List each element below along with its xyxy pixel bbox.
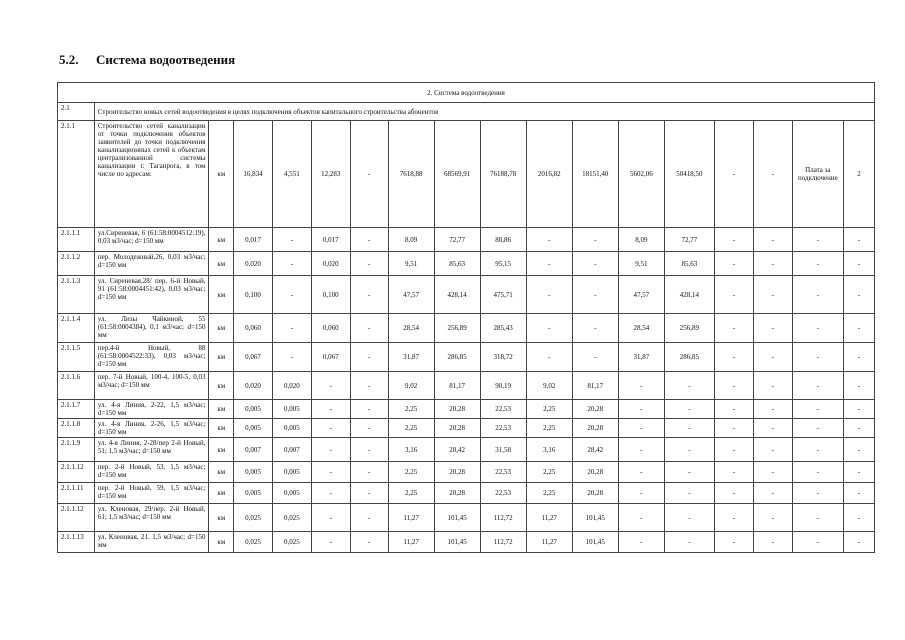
table-cell: км xyxy=(209,400,234,419)
table-cell: 112,72 xyxy=(480,532,526,553)
row-name: Строительство сетей канализации от точки подключения объектов заявителей до точки подключения канализационных сетей к объектам централизованной системы канализации г. Таганрога, в том числе по адресам: xyxy=(94,121,209,228)
row-code: 2.1.1.4 xyxy=(58,314,95,343)
table-title: 2. Система водоотведения xyxy=(58,83,875,103)
row-code: 2.1.1.13 xyxy=(58,532,95,553)
table-cell: 0,005 xyxy=(272,483,311,504)
table-cell: - xyxy=(792,252,843,276)
section-code: 2.1 xyxy=(58,103,95,121)
table-cell: - xyxy=(664,483,714,504)
table-cell: - xyxy=(843,483,874,504)
row-name: ул. Лизы Чайкиной, 55 (61:58:0004384), 0,1 м3/час; d=150 мм xyxy=(94,314,209,343)
table-cell: 68569,91 xyxy=(434,121,480,228)
table-cell: 2 xyxy=(843,121,874,228)
table-cell: 18151,40 xyxy=(572,121,618,228)
table-row xyxy=(58,504,875,532)
table-cell: км xyxy=(209,121,234,228)
table-row xyxy=(58,462,875,483)
table-cell: - xyxy=(311,483,350,504)
table-cell: - xyxy=(792,462,843,483)
table-cell: 2,25 xyxy=(526,400,572,419)
table-cell: 112,72 xyxy=(480,504,526,532)
table-cell: 47,57 xyxy=(388,276,434,314)
table-cell: 12,283 xyxy=(311,121,350,228)
table-cell: - xyxy=(664,372,714,400)
table-cell: 3,16 xyxy=(526,438,572,462)
table-cell: - xyxy=(618,400,664,419)
table-cell: 81,17 xyxy=(572,372,618,400)
table-cell: - xyxy=(272,343,311,372)
table-cell: - xyxy=(572,314,618,343)
table-cell: 85,63 xyxy=(664,252,714,276)
table-cell: 8,09 xyxy=(618,228,664,252)
table-cell: - xyxy=(843,252,874,276)
table-cell: - xyxy=(350,462,388,483)
row-code: 2.1.1.6 xyxy=(58,372,95,400)
table-cell: - xyxy=(664,419,714,438)
row-code: 2.1.1.3 xyxy=(58,276,95,314)
row-name: ул.Сиреневая, 6 (61:58:0004512:19), 0,03 м3/час; d=150 мм xyxy=(94,228,209,252)
table-cell: 0,005 xyxy=(272,400,311,419)
table-cell: - xyxy=(753,438,792,462)
table-cell: 0,005 xyxy=(234,462,273,483)
table-cell: - xyxy=(618,462,664,483)
table-cell: 20,28 xyxy=(572,419,618,438)
table-cell: 0,025 xyxy=(234,504,273,532)
table-cell: - xyxy=(350,343,388,372)
row-code: 2.1.1.5 xyxy=(58,343,95,372)
table-cell: 286,85 xyxy=(664,343,714,372)
table-cell: 20,28 xyxy=(572,483,618,504)
table-cell: 0,067 xyxy=(234,343,273,372)
table-cell: 81,17 xyxy=(434,372,480,400)
table-cell: км xyxy=(209,462,234,483)
row-name: ул. Кленовая, 21. 1,5 м3/час; d=150 мм xyxy=(94,532,209,553)
table-cell: 101,45 xyxy=(572,532,618,553)
table-cell: - xyxy=(792,532,843,553)
table-cell: - xyxy=(272,276,311,314)
table-cell: 2,25 xyxy=(526,462,572,483)
table-cell: 31,87 xyxy=(618,343,664,372)
table-cell: - xyxy=(753,252,792,276)
table-cell: - xyxy=(843,343,874,372)
row-name: пер.4-й Новый, 88 (61:58:0004522:33), 0,03 м3/час; d=150 мм xyxy=(94,343,209,372)
row-code: 2.1.1.8 xyxy=(58,419,95,438)
table-cell: 85,63 xyxy=(434,252,480,276)
table-cell: 0,005 xyxy=(234,483,273,504)
table-cell: - xyxy=(526,276,572,314)
table-row xyxy=(58,419,875,438)
row-code: 2.1.1.12 xyxy=(58,504,95,532)
row-name: ул. 4-я Линия, 2-28/пер 2-й Новый, 51; 1,5 м3/час; d=150 мм xyxy=(94,438,209,462)
table-cell: - xyxy=(753,121,792,228)
table-row xyxy=(58,252,875,276)
table-cell: 80,86 xyxy=(480,228,526,252)
table-row xyxy=(58,532,875,553)
table-cell: - xyxy=(714,532,753,553)
table-cell: - xyxy=(572,228,618,252)
table-cell: - xyxy=(792,483,843,504)
table-cell: 101,45 xyxy=(572,504,618,532)
table-cell: 0,020 xyxy=(234,372,273,400)
table-cell: - xyxy=(350,372,388,400)
table-cell: - xyxy=(272,228,311,252)
table-cell: 4,551 xyxy=(272,121,311,228)
table-cell: км xyxy=(209,438,234,462)
table-cell: 28,42 xyxy=(434,438,480,462)
table-cell: - xyxy=(753,483,792,504)
table-cell: км xyxy=(209,532,234,553)
table-cell: - xyxy=(664,400,714,419)
table-cell: 0,067 xyxy=(311,343,350,372)
table-row xyxy=(58,372,875,400)
table-cell: 20,28 xyxy=(434,400,480,419)
table-section-row xyxy=(58,103,875,121)
table-cell: - xyxy=(753,343,792,372)
table-cell: - xyxy=(618,504,664,532)
table-cell: км xyxy=(209,228,234,252)
table-cell: 28,42 xyxy=(572,438,618,462)
table-cell: - xyxy=(792,372,843,400)
table-cell: - xyxy=(714,228,753,252)
table-cell: - xyxy=(714,400,753,419)
table-cell: - xyxy=(792,419,843,438)
table-row xyxy=(58,276,875,314)
table-cell: - xyxy=(714,276,753,314)
table-cell: - xyxy=(350,400,388,419)
table-cell: 20,28 xyxy=(434,419,480,438)
table-cell: 428,14 xyxy=(434,276,480,314)
table-cell: - xyxy=(714,343,753,372)
table-cell: - xyxy=(618,483,664,504)
table-cell: 31,87 xyxy=(388,343,434,372)
table-cell: - xyxy=(714,121,753,228)
table-cell: - xyxy=(311,504,350,532)
table-cell: - xyxy=(753,504,792,532)
table-cell: - xyxy=(843,276,874,314)
table-cell: км xyxy=(209,504,234,532)
table-cell: - xyxy=(618,372,664,400)
table-cell: 11,27 xyxy=(526,532,572,553)
table-cell: 318,72 xyxy=(480,343,526,372)
table-cell: - xyxy=(792,314,843,343)
table-cell: - xyxy=(753,400,792,419)
table-cell: 0,017 xyxy=(234,228,273,252)
table-cell: 0,020 xyxy=(272,372,311,400)
table-cell: 101,45 xyxy=(434,532,480,553)
row-name: пер. Молодежный,26, 0,03 м3/час; d=150 мм xyxy=(94,252,209,276)
table-cell: - xyxy=(572,276,618,314)
table-cell: - xyxy=(792,400,843,419)
table-cell: - xyxy=(792,438,843,462)
table-cell: - xyxy=(843,228,874,252)
table-cell: - xyxy=(664,438,714,462)
row-code: 2.1.1.2 xyxy=(58,252,95,276)
table-cell: 0,005 xyxy=(234,400,273,419)
table-cell: - xyxy=(350,276,388,314)
table-cell: - xyxy=(350,121,388,228)
table-cell: - xyxy=(714,314,753,343)
table-cell: - xyxy=(526,314,572,343)
table-cell: 9,51 xyxy=(618,252,664,276)
table-cell: 8,09 xyxy=(388,228,434,252)
table-cell: км xyxy=(209,252,234,276)
table-cell: - xyxy=(311,419,350,438)
table-cell: Плата за подключение xyxy=(792,121,843,228)
table-cell: - xyxy=(792,276,843,314)
table-cell: - xyxy=(664,504,714,532)
table-row xyxy=(58,343,875,372)
table-cell: 0,025 xyxy=(272,532,311,553)
table-cell: 11,27 xyxy=(526,504,572,532)
table-cell: 2,25 xyxy=(526,483,572,504)
table-cell: 9,02 xyxy=(388,372,434,400)
table-cell: - xyxy=(714,252,753,276)
table-cell: 22,53 xyxy=(480,483,526,504)
table-cell: 286,85 xyxy=(434,343,480,372)
table-cell: 16,834 xyxy=(234,121,273,228)
table-cell: 0,005 xyxy=(272,419,311,438)
table-cell: - xyxy=(350,438,388,462)
table-cell: 0,060 xyxy=(311,314,350,343)
table-row xyxy=(58,121,875,228)
table-cell: 0,020 xyxy=(311,252,350,276)
table-cell: - xyxy=(311,400,350,419)
table-cell: 72,77 xyxy=(434,228,480,252)
table-cell: 47,57 xyxy=(618,276,664,314)
row-code: 2.1.1.11 xyxy=(58,483,95,504)
table-cell: 11,27 xyxy=(388,504,434,532)
table-cell: - xyxy=(350,532,388,553)
table-cell: 0,007 xyxy=(272,438,311,462)
table-cell: 2,25 xyxy=(526,419,572,438)
table-cell: 76188,78 xyxy=(480,121,526,228)
table-cell: 20,28 xyxy=(572,400,618,419)
table-cell: 5602,06 xyxy=(618,121,664,228)
table-cell: - xyxy=(572,252,618,276)
table-cell: 20,28 xyxy=(434,483,480,504)
table-cell: - xyxy=(753,314,792,343)
table-cell: - xyxy=(843,314,874,343)
section-description: Строительство новых сетей водоотведения в целях подключения объектов капитального строительства абонентов xyxy=(94,103,874,121)
table-cell: 0,005 xyxy=(234,419,273,438)
table-cell: - xyxy=(618,438,664,462)
table-cell: 3,16 xyxy=(388,438,434,462)
row-code: 2.1.1 xyxy=(58,121,95,228)
table-cell: - xyxy=(792,343,843,372)
table-cell: 31,58 xyxy=(480,438,526,462)
table-cell: 0,025 xyxy=(272,504,311,532)
table-cell: км xyxy=(209,314,234,343)
table-cell: - xyxy=(843,400,874,419)
table-cell: км xyxy=(209,343,234,372)
table-cell: - xyxy=(753,419,792,438)
table-cell: 22,53 xyxy=(480,400,526,419)
table-cell: 0,025 xyxy=(234,532,273,553)
table-cell: - xyxy=(664,462,714,483)
row-name: пер. 7-й Новый, 100-4, 100-5, 0,03 м3/час; d=150 мм xyxy=(94,372,209,400)
table-cell: 22,53 xyxy=(480,419,526,438)
table-cell: - xyxy=(350,483,388,504)
table-cell: 256,89 xyxy=(664,314,714,343)
table-cell: - xyxy=(843,462,874,483)
table-cell: - xyxy=(350,252,388,276)
table-cell: - xyxy=(272,314,311,343)
table-cell: 0,017 xyxy=(311,228,350,252)
table-cell: 0,005 xyxy=(272,462,311,483)
table-cell: - xyxy=(843,372,874,400)
table-cell: - xyxy=(753,372,792,400)
section-number: 5.2. xyxy=(59,52,79,67)
table-cell: - xyxy=(311,438,350,462)
table-cell: 2,25 xyxy=(388,400,434,419)
table-cell: - xyxy=(753,276,792,314)
table-cell: - xyxy=(311,462,350,483)
table-cell: - xyxy=(714,504,753,532)
section-title: Система водоотведения xyxy=(96,52,236,67)
table-cell: 256,89 xyxy=(434,314,480,343)
section-heading xyxy=(59,52,235,68)
table-cell: км xyxy=(209,276,234,314)
table-cell: - xyxy=(311,532,350,553)
table-cell: 428,14 xyxy=(664,276,714,314)
table-cell: 475,71 xyxy=(480,276,526,314)
row-name: ул. 4-я Линия, 2-22, 1,5 м3/час; d=150 мм xyxy=(94,400,209,419)
table-cell: 0,100 xyxy=(311,276,350,314)
table-row xyxy=(58,400,875,419)
table-cell: - xyxy=(714,438,753,462)
table-cell: км xyxy=(209,483,234,504)
row-code: 2.1.1.12 xyxy=(58,462,95,483)
table-cell: 0,020 xyxy=(234,252,273,276)
table-cell: - xyxy=(714,372,753,400)
table-cell: - xyxy=(350,419,388,438)
investment-table xyxy=(57,82,875,553)
table-cell: - xyxy=(843,532,874,553)
table-cell: - xyxy=(792,504,843,532)
table-title-row xyxy=(58,83,875,103)
table-cell: - xyxy=(792,228,843,252)
table-row xyxy=(58,438,875,462)
table-cell: - xyxy=(753,532,792,553)
table-cell: 9,51 xyxy=(388,252,434,276)
table-cell: - xyxy=(618,532,664,553)
table-cell: 20,28 xyxy=(572,462,618,483)
table-cell: 0,007 xyxy=(234,438,273,462)
table-cell: 22,53 xyxy=(480,462,526,483)
table-row xyxy=(58,483,875,504)
table-cell: 11,27 xyxy=(388,532,434,553)
table-cell: 2,25 xyxy=(388,419,434,438)
table-cell: - xyxy=(714,462,753,483)
table-cell: - xyxy=(272,252,311,276)
row-name: ул. Сиреневая,28/ пер. 6-й Новый, 91 (61:58:0004451:42), 0,03 м3/час; d=150 мм xyxy=(94,276,209,314)
table-cell: 9,02 xyxy=(526,372,572,400)
table-cell: - xyxy=(311,372,350,400)
table-cell: - xyxy=(526,343,572,372)
table-cell: - xyxy=(350,504,388,532)
table-cell: - xyxy=(714,483,753,504)
row-name: пер. 2-й Новый, 53, 1,5 м3/час; d=150 мм xyxy=(94,462,209,483)
table-cell: - xyxy=(714,419,753,438)
table-cell: - xyxy=(572,343,618,372)
table-cell: - xyxy=(843,504,874,532)
table-cell: - xyxy=(664,532,714,553)
table-cell: 0,060 xyxy=(234,314,273,343)
table-cell: 50418,50 xyxy=(664,121,714,228)
table-cell: 2016,82 xyxy=(526,121,572,228)
row-name: ул. 4-я Линия, 2-26, 1,5 м3/час; d=150 мм xyxy=(94,419,209,438)
table-cell: 101,45 xyxy=(434,504,480,532)
table-cell: 95,15 xyxy=(480,252,526,276)
table-cell: - xyxy=(350,228,388,252)
table-cell: 20,28 xyxy=(434,462,480,483)
table-row xyxy=(58,228,875,252)
row-code: 2.1.1.1 xyxy=(58,228,95,252)
table-cell: 2,25 xyxy=(388,483,434,504)
table-cell: 2,25 xyxy=(388,462,434,483)
table-cell: 285,43 xyxy=(480,314,526,343)
table-cell: - xyxy=(526,252,572,276)
row-code: 2.1.1.9 xyxy=(58,438,95,462)
row-code: 2.1.1.7 xyxy=(58,400,95,419)
table-cell: 28,54 xyxy=(618,314,664,343)
row-name: ул. Кленовая, 29/пер. 2-й Новый, 61; 1,5 м3/час; d=150 мм xyxy=(94,504,209,532)
table-cell: 7618,88 xyxy=(388,121,434,228)
row-name: пер. 2-й Новый, 59, 1,5 м3/час; d=150 мм xyxy=(94,483,209,504)
table-cell: 0,100 xyxy=(234,276,273,314)
table-cell: 72,77 xyxy=(664,228,714,252)
table-cell: - xyxy=(843,438,874,462)
table-cell: 90,19 xyxy=(480,372,526,400)
table-cell: км xyxy=(209,419,234,438)
table-cell: 28,54 xyxy=(388,314,434,343)
table-row xyxy=(58,314,875,343)
table-cell: - xyxy=(350,314,388,343)
table-cell: - xyxy=(753,462,792,483)
table-cell: - xyxy=(753,228,792,252)
table-cell: - xyxy=(526,228,572,252)
table-cell: - xyxy=(843,419,874,438)
table-cell: км xyxy=(209,372,234,400)
table-cell: - xyxy=(618,419,664,438)
